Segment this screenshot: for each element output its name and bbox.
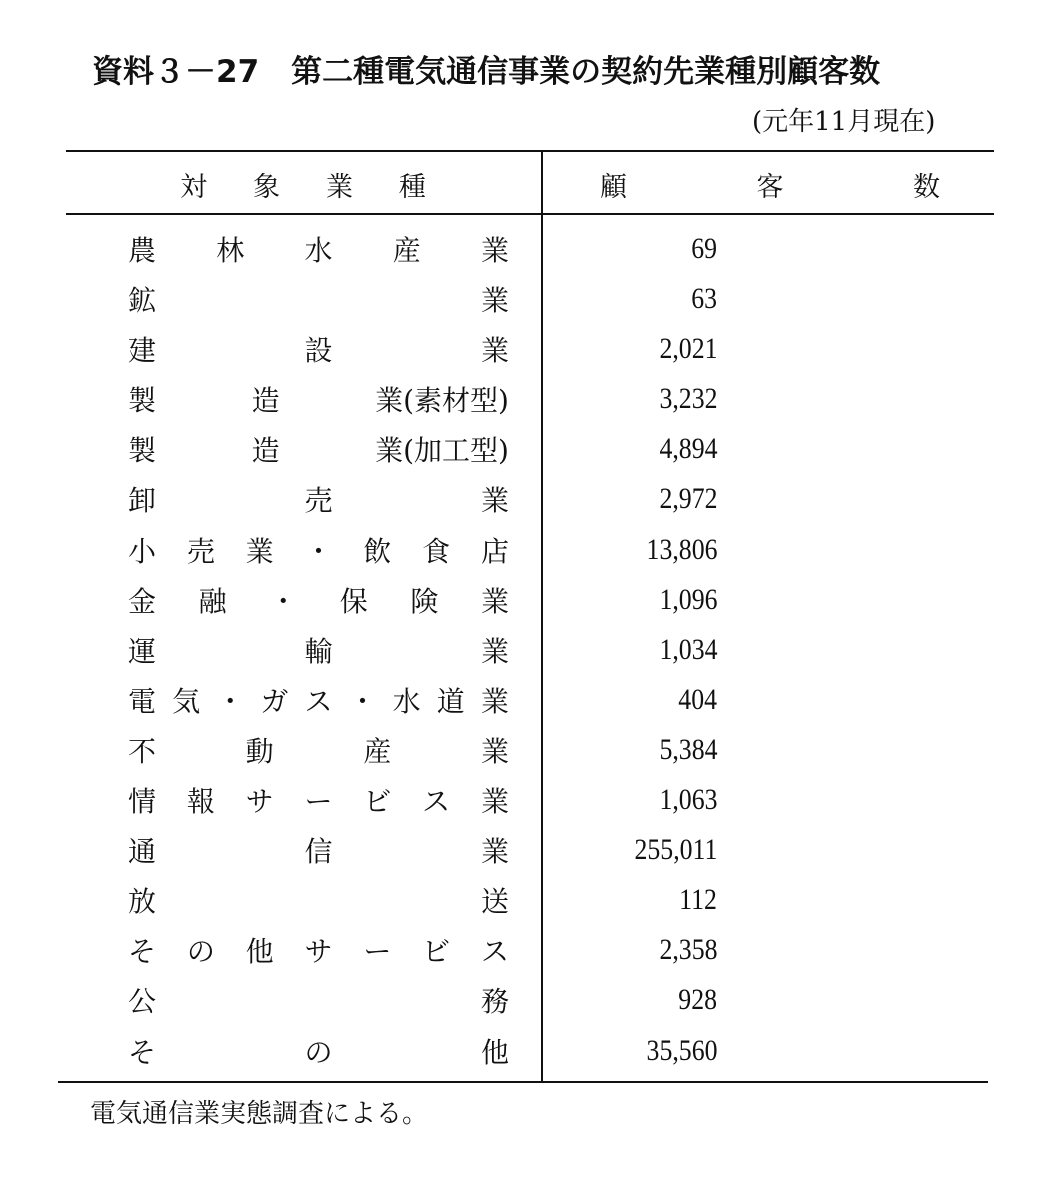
industry-label-char: 金: [128, 584, 157, 618]
industry-label-char: 放: [128, 885, 157, 919]
industry-label-char: 信: [304, 835, 333, 869]
customer-count: 63: [691, 282, 717, 316]
industry-label-char: 水: [392, 684, 421, 718]
industry-label: [128, 580, 509, 620]
industry-label-char: 融: [198, 584, 227, 618]
industry-label-char: ー: [304, 785, 333, 819]
industry-label-char: 売: [186, 534, 215, 568]
header-industry-chars: [180, 165, 472, 204]
page-title: [92, 46, 880, 91]
industry-label-char: ガ: [260, 684, 289, 718]
industry-label: [128, 530, 509, 570]
industry-label: [128, 880, 509, 920]
industry-label-char: 通: [128, 835, 157, 869]
table-row: [0, 274, 1055, 324]
table-row: [0, 675, 1055, 725]
industry-label-char: 飲: [363, 534, 392, 568]
header-customers-char: 数: [913, 171, 940, 203]
industry-label: [128, 930, 509, 970]
industry-label-char: 卸: [128, 484, 157, 518]
title-label: 資料３－27: [92, 54, 260, 90]
industry-label-char: 業: [480, 835, 509, 869]
industry-label-char: 産: [363, 734, 392, 768]
industry-label-char: 業: [480, 334, 509, 368]
table-row: [0, 925, 1055, 975]
industry-label-char: ー: [363, 935, 392, 969]
industry-label-char: 他: [245, 935, 274, 969]
industry-label-char: の: [186, 935, 215, 969]
industry-label: [128, 379, 509, 419]
industry-label-char: 林: [216, 234, 245, 267]
industry-label-char: 水: [304, 234, 333, 267]
industry-label-char: 業: [480, 684, 509, 718]
table-row: [0, 875, 1055, 925]
industry-label-char: 業: [480, 734, 509, 768]
industry-label-char: 鉱: [128, 284, 157, 318]
industry-label-char: ・: [304, 534, 333, 568]
header-industry: [66, 166, 540, 202]
industry-label-char: サ: [304, 935, 333, 969]
industry-label: [128, 429, 509, 469]
header-industry-char: 象: [253, 171, 326, 203]
industry-label-char: 不: [128, 734, 157, 768]
table-row: [0, 975, 1055, 1025]
customer-count: 255,011: [634, 833, 717, 867]
table-row: [0, 825, 1055, 875]
industry-label-char: 業: [245, 534, 274, 568]
industry-label-char: ビ: [422, 935, 451, 969]
industry-label-char: 産: [392, 234, 421, 267]
industry-label-char: 業: [480, 484, 509, 518]
industry-label-char: 輸: [304, 634, 333, 668]
industry-label-char: 運: [128, 634, 157, 668]
industry-label: [128, 630, 509, 670]
as-of-note: (元年11月現在): [752, 107, 936, 137]
industry-label-char: 道: [436, 684, 465, 718]
industry-label: [128, 1031, 509, 1071]
industry-label-char: 動: [245, 734, 274, 768]
industry-label-char: 小: [128, 534, 157, 568]
customer-count: 35,560: [646, 1033, 717, 1067]
industry-label-char: 気: [172, 684, 201, 718]
industry-label: [128, 329, 509, 369]
industry-label-char: ス: [422, 785, 451, 819]
industry-label-char: 建: [128, 334, 157, 368]
table-row: [0, 1026, 1055, 1076]
industry-label-char: ・: [269, 584, 298, 618]
industry-label-char: 売: [304, 484, 333, 518]
table-body: [0, 224, 1055, 1076]
industry-label-char: 設: [304, 334, 333, 368]
industry-label-char: 業: [480, 584, 509, 618]
industry-label-char: ス: [480, 935, 509, 969]
table-row: [0, 725, 1055, 775]
industry-label: [128, 229, 509, 269]
industry-label: [128, 479, 509, 519]
header-customers-char: 客: [756, 171, 784, 203]
industry-label: [128, 680, 509, 720]
header-customers-char: 顧: [600, 171, 627, 203]
industry-label-char: ・: [216, 684, 245, 718]
industry-label-char: の: [304, 1035, 333, 1069]
header-industry-char: 対: [180, 171, 254, 203]
industry-label-char: 食: [422, 534, 451, 568]
table-bottom-rule: [58, 1081, 988, 1083]
customer-count: 3,232: [658, 382, 717, 416]
customer-count: 1,034: [658, 632, 717, 666]
customer-count: 4,894: [658, 432, 717, 466]
industry-label-char: 保: [339, 584, 368, 618]
industry-label-char: 他: [480, 1035, 509, 1069]
industry-label: [128, 730, 509, 770]
industry-label-char: 険: [410, 584, 439, 618]
industry-label-char: 務: [480, 985, 509, 1019]
industry-label-char: ・: [348, 684, 377, 718]
customer-count: 1,096: [658, 582, 717, 616]
industry-label-char: 業: [480, 234, 509, 267]
industry-label-char: 業(素材型): [375, 384, 509, 418]
industry-label-char: 業: [480, 785, 509, 819]
header-customers: [600, 166, 940, 202]
customer-count: 928: [678, 983, 717, 1017]
industry-label-char: 電: [128, 684, 157, 718]
table-top-rule: [66, 150, 994, 152]
industry-label-char: 製: [128, 434, 157, 468]
industry-label-char: 情: [128, 785, 157, 819]
table-header-rule: [66, 213, 994, 215]
header-industry-char: 業: [325, 171, 399, 203]
table-row: [0, 575, 1055, 625]
industry-label-char: 農: [128, 234, 157, 267]
customer-count: 5,384: [658, 732, 717, 766]
table-row: [0, 424, 1055, 474]
customer-count: 2,021: [658, 332, 717, 366]
industry-label-char: 造: [251, 384, 280, 418]
table-row: [0, 525, 1055, 575]
table-row: [0, 625, 1055, 675]
industry-label-char: 製: [128, 384, 157, 418]
industry-label-char: 業(加工型): [375, 434, 509, 468]
industry-label-char: ス: [304, 684, 333, 718]
customer-count: 2,358: [658, 933, 717, 967]
customer-count: 69: [691, 232, 717, 265]
customer-count: 1,063: [658, 783, 717, 817]
table-row: [0, 474, 1055, 524]
industry-label: [128, 279, 509, 319]
industry-label-char: ビ: [363, 785, 392, 819]
industry-label-char: 公: [128, 985, 157, 1019]
industry-label-char: 報: [186, 785, 215, 819]
source-note: 電気通信業実態調査による。: [90, 1099, 429, 1129]
customer-count: 2,972: [658, 482, 717, 516]
industry-label-char: そ: [128, 1035, 157, 1069]
customer-count: 112: [679, 883, 717, 917]
table-row: [0, 224, 1055, 274]
table-row: [0, 324, 1055, 374]
industry-label: [128, 830, 509, 870]
industry-label: [128, 980, 509, 1020]
table-row: [0, 374, 1055, 424]
industry-label-char: 店: [480, 534, 509, 568]
industry-label-char: サ: [245, 785, 274, 819]
header-industry-char: 種: [398, 171, 472, 203]
customer-count: 13,806: [646, 532, 717, 566]
industry-label-char: 送: [480, 885, 509, 919]
title-text: 第二種電気通信事業の契約先業種別顧客数: [291, 54, 881, 90]
industry-label-char: 造: [251, 434, 280, 468]
customer-count: 404: [678, 682, 717, 716]
industry-label: [128, 780, 509, 820]
industry-label-char: 業: [480, 284, 509, 318]
industry-label-char: 業: [480, 634, 509, 668]
table-row: [0, 775, 1055, 825]
industry-label-char: そ: [128, 935, 157, 969]
